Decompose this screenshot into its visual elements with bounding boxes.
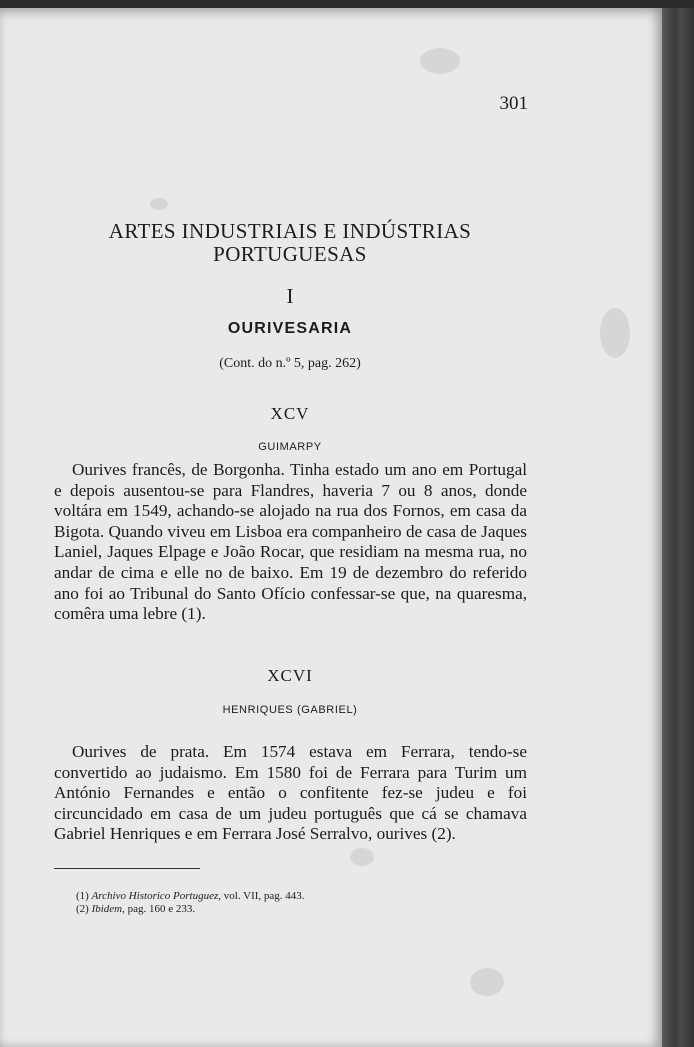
footnote-1-marker: (1)	[76, 890, 89, 902]
entry-number-xcv: XCV	[270, 404, 310, 423]
footnote-divider	[54, 868, 200, 869]
entry-text-xcvi: Ourives de prata. Em 1574 estava em Ferrara, tendo-se convertido ao judaismo. Em 1580 foi de Ferrara para Turim um António Fernandes e então o confitente fez-se judeu e foi circuncidado em casa de um judeu português que cá se chamava Gabriel Henriques e em Ferrara José Serralvo, ourives (2).	[54, 742, 527, 844]
section-title: OURIVESARIA	[227, 320, 353, 337]
continuation-note: (Cont. do n.º 5, pag. 262)	[219, 356, 361, 371]
chapter-title	[0, 220, 580, 266]
entry-name-henriques: HENRIQUES (GABRIEL)	[222, 704, 358, 716]
entry-text-xcv: Ourives francês, de Borgonha. Tinha estado um ano em Portugal e depois ausentou-se para Flandres, haveria 7 ou 8 anos, donde voltára em 1549, achando-se alojado na rua dos Fornos, em casa da Bigota. Quando viveu em Lisboa era companheiro de casa de Jaques Laniel, Jaques Elpage e João Rocar, que residiam na mesma rua, no andar de cima e elle no de baixo. Em 19 de dezembro do referido ano foi ao Tribunal do Santo Ofício confessar-se que, na quaresma, comêra uma lebre (1).	[54, 460, 527, 624]
footnote-2	[76, 903, 496, 916]
footnotes	[76, 890, 496, 916]
footnote-2-rest: , pag. 160 e 233.	[122, 903, 196, 915]
chapter-title-line-2: PORTUGUESAS	[213, 242, 367, 266]
page-number: 301	[499, 93, 528, 114]
paper-stain	[600, 308, 630, 358]
entry-number-xcvi: XCVI	[267, 666, 313, 685]
entry-name-guimarpy: GUIMARPY	[258, 441, 322, 453]
footnote-2-title: Ibidem	[91, 903, 123, 915]
paper-stain	[150, 198, 168, 210]
chapter-title-line-1: ARTES INDUSTRIAIS E INDÚSTRIAS	[108, 219, 472, 243]
paper-stain	[350, 848, 374, 866]
book-page	[0, 8, 662, 1047]
footnote-1	[76, 890, 496, 903]
footnote-2-marker: (2)	[76, 903, 89, 915]
footnote-1-title: Archivo Historico Portuguez	[91, 890, 219, 902]
part-number: I	[286, 284, 294, 308]
footnote-1-rest: , vol. VII, pag. 443.	[218, 890, 305, 902]
paper-stain	[470, 968, 504, 996]
paper-stain	[420, 48, 460, 74]
book-page-edge	[662, 8, 694, 1047]
